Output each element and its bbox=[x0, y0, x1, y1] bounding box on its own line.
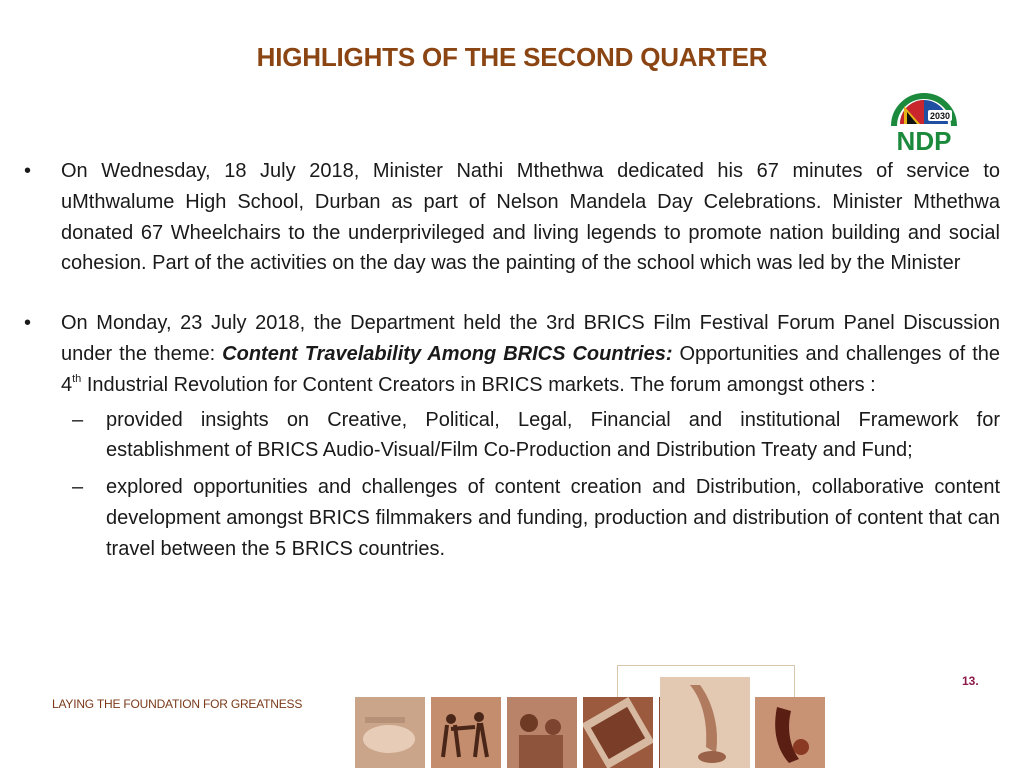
logo-year: 2030 bbox=[929, 111, 951, 121]
subitem-marker: – bbox=[72, 476, 84, 499]
film-reel-photo bbox=[583, 697, 653, 768]
family-photo bbox=[507, 697, 577, 768]
subitem-insights bbox=[24, 405, 1000, 467]
bullet-theme-emphasis: Content Travelability Among BRICS Countries: bbox=[222, 342, 673, 365]
hands-writing-photo bbox=[355, 697, 425, 768]
ndp-logo bbox=[886, 86, 962, 154]
bullet-text-middle: Opportunities and challenges of the 4 bbox=[61, 342, 1000, 396]
bullet-marker: • bbox=[24, 160, 32, 182]
bullet-text-start: On Monday, 23 July 2018, the Department held the 3rd BRICS Film Festival Forum Panel Discussion under the theme: bbox=[61, 312, 1000, 365]
bullet-brics-forum bbox=[24, 308, 1000, 400]
bullet-marker: • bbox=[24, 312, 32, 335]
subitem-text: provided insights on Creative, Political, Legal, Financial and institutional Framework for establishment of BRICS Audio-Visual/Film Co-Production and Distribution Treaty and Fund; bbox=[106, 408, 1000, 462]
subitem-text: explored opportunities and challenges of content creation and Distribution, collaborative content development amongst BRICS filmmakers and funding, production and distribution of content that can travel between the 5 BRICS countries. bbox=[106, 476, 1000, 560]
saxophone-player-photo bbox=[755, 697, 825, 768]
page-number: 13. bbox=[962, 674, 979, 688]
subitem-opportunities bbox=[24, 472, 1000, 564]
ballet-shoes-photo-main bbox=[660, 677, 750, 768]
logo-text: NDP bbox=[896, 126, 952, 154]
ordinal-superscript: th bbox=[72, 372, 82, 385]
bullet-text: On Wednesday, 18 July 2018, Minister Nathi Mthethwa dedicated his 67 minutes of service to uMthwalume High School, Durban as part of Nelson Mandela Day Celebrations. Minister Mthethwa donated 67 Wheelchairs to the underprivileged and living legends to promote nation building and social cohesion. Part of the activities on the day was the painting of the school which was led by the Minister bbox=[61, 160, 1000, 275]
footer-tagline: LAYING THE FOUNDATION FOR GREATNESS bbox=[52, 697, 303, 711]
slide-title: HIGHLIGHTS OF THE SECOND QUARTER bbox=[256, 42, 768, 72]
bullet-mandela-day bbox=[24, 156, 1000, 279]
dancers-silhouette-photo bbox=[431, 697, 501, 768]
subitem-marker: – bbox=[72, 408, 84, 431]
bullet-text-end: Industrial Revolution for Content Creators in BRICS markets. The forum amongst others : bbox=[81, 373, 876, 396]
slide-body bbox=[24, 156, 1000, 565]
